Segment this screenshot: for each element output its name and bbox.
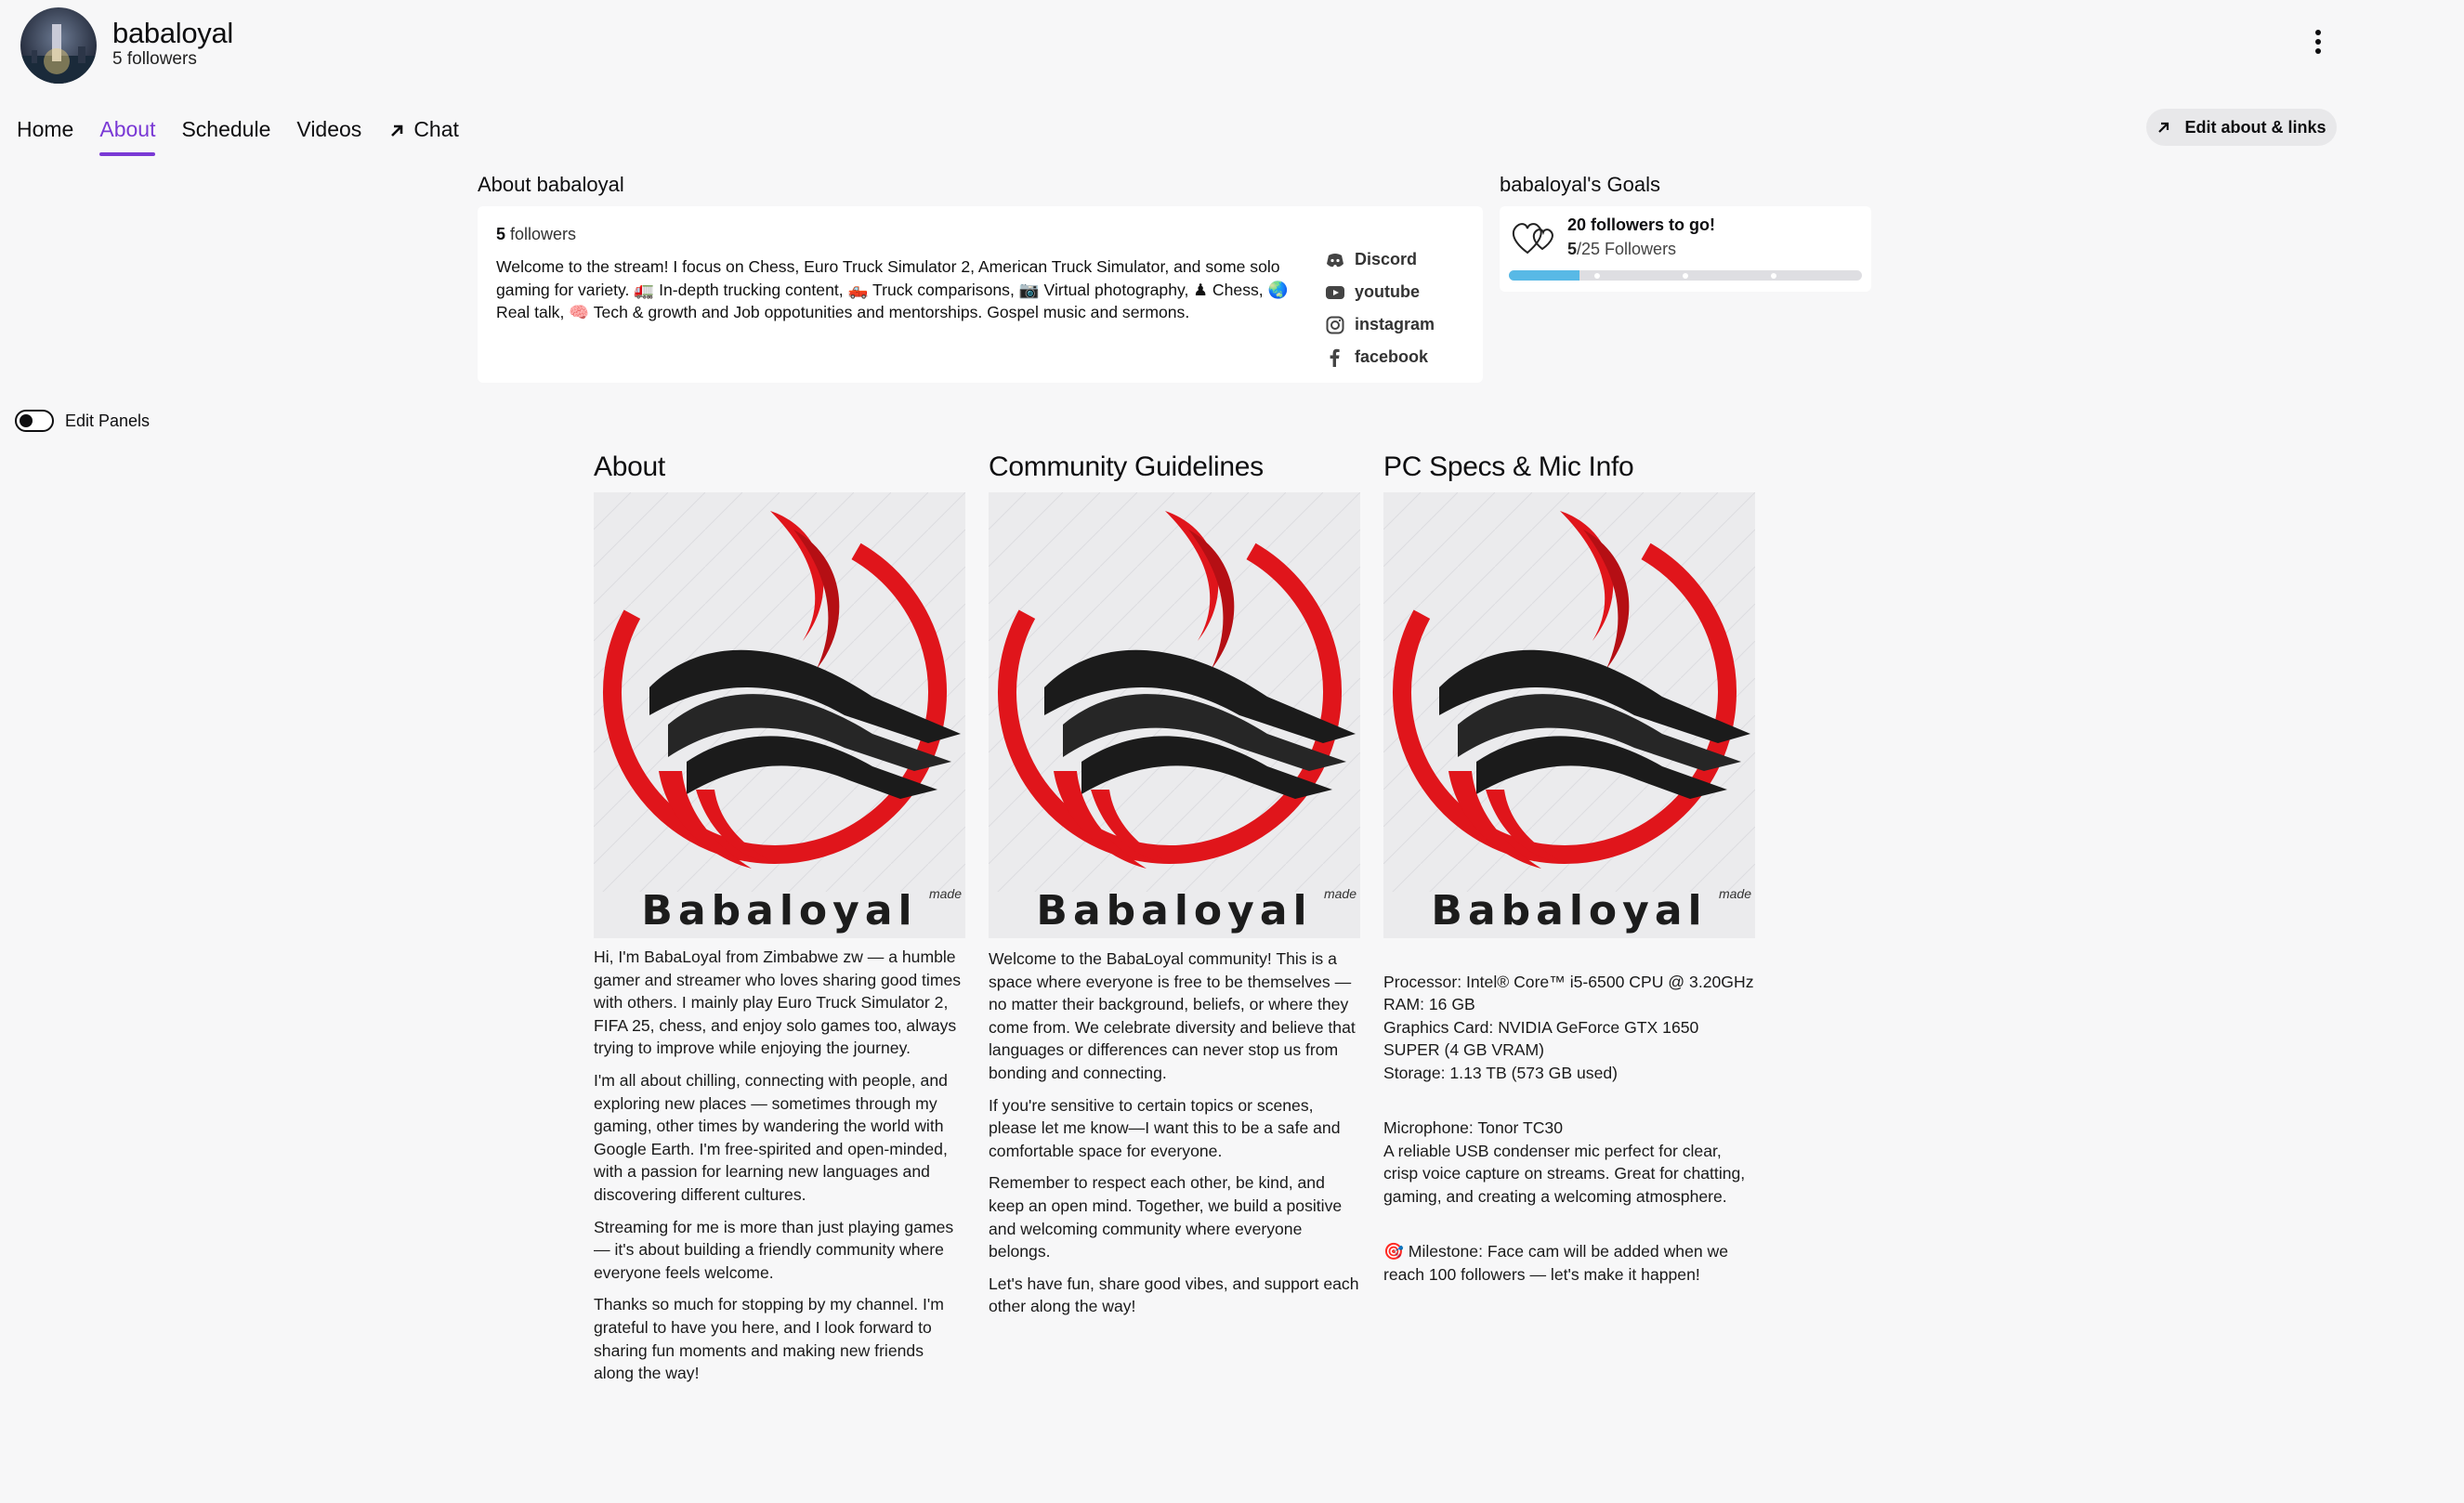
social-link-label: Discord [1355,250,1418,268]
instagram-icon [1325,315,1345,335]
hearts-icon [1509,216,1557,260]
panel-logo-image [1383,492,1755,938]
goals-section-title: babaloyal's Goals [1500,173,1660,196]
goal-current: 5 [1567,240,1578,258]
about-followers-number: 5 [496,225,506,243]
arrow-up-right-icon [387,122,406,140]
panel-paragraph: I'm all about chilling, connecting with people, and exploring new places — sometimes through my gaming, other times by wandering the world with Google Earth. I'm free-spirited and open-minded, with a passion for learning new languages and discovering different cultures. [594,1070,948,1204]
goal-progress [1567,240,1676,259]
channel-name: babaloyal [112,17,234,49]
channel-followers: 5 followers [112,49,197,69]
about-followers-word: followers [510,225,577,243]
panel-body [594,946,965,1385]
panel-title: Community Guidelines [989,451,1264,482]
social-link-label: youtube [1355,282,1420,301]
social-link-label: facebook [1355,347,1429,366]
goal-progress-fill [1509,270,1579,281]
panel-paragraph: Hi, I'm BabaLoyal from Zimbabwe zw — a humble gamer and streamer who loves sharing good times with others. I mainly play Euro Truck Simulator 2, FIFA 25, chess, and enjoy solo games too, always trying to improve while enjoying the journey. [594,948,962,1058]
tab-chat[interactable] [387,117,459,158]
panel-logo-made: made [1323,886,1357,901]
panel-paragraph: Remember to respect each other, be kind, and keep an open mind. Together, we build a positive and welcoming community where everyone belongs. [989,1173,1343,1261]
about-followers [496,225,576,244]
panel-paragraph: If you're sensitive to certain topics or scenes, please let me know—I want this to be a safe and comfortable space for everyone. [989,1095,1341,1160]
goal-tick [1683,273,1688,279]
edit-panels-control [15,410,150,432]
panel-body [1383,948,1755,1318]
about-section-title: About babaloyal [478,173,624,196]
social-link-discord[interactable] [1325,243,1435,276]
panel-about [594,451,965,1394]
goal-tick [1771,273,1776,279]
tab-videos[interactable]: Videos [296,117,362,141]
edit-about-links-button[interactable] [2146,109,2337,146]
panel-paragraph: Microphone: Tonor TC30 A reliable USB condenser mic perfect for clear, crisp voice capture on streams. Great for chatting, gaming, and creating a welcoming atmosphere. [1383,1118,1746,1206]
panel-paragraph: Thanks so much for stopping by my channel. I'm grateful to have you here, and I look forward to sharing fun moments and making new friends along the way! [594,1295,944,1383]
tab-chat-label: Chat [413,117,459,141]
goal-target: /25 Followers [1577,240,1677,258]
panel-paragraph: Let's have fun, share good vibes, and support each other along the way! [989,1274,1359,1316]
about-description: Welcome to the stream! I focus on Chess, Euro Truck Simulator 2, American Truck Simulator, and some solo gaming for variety. 🚛 In-depth trucking content, 🛻 Truck comparisons, 📷 Virtual photography, ♟ Chess, 🌏 Real talk, 🧠 Tech & growth and Job oppotunities and mentorships. Gospel music and sermons. [496,257,1289,322]
avatar[interactable] [20,7,97,84]
panel-paragraph: Processor: Intel® Core™ i5-6500 CPU @ 3.20GHz RAM: 16 GB Graphics Card: NVIDIA GeForce GTX 1650 SUPER (4 GB VRAM) Storage: 1.13 TB (573 GB used) [1383,972,1754,1082]
social-links [1325,243,1435,373]
panel-logo-made: made [928,886,962,901]
panel-logo-image [594,492,965,938]
panel-pc-specs [1383,451,1755,1318]
social-link-instagram[interactable] [1325,308,1435,341]
panel-logo-image [989,492,1360,938]
goal-card[interactable] [1500,206,1871,292]
about-card [478,206,1483,383]
babaloyal-logo-icon [989,492,1360,892]
more-options-icon[interactable] [2302,26,2334,58]
social-link-youtube[interactable] [1325,276,1435,308]
goal-headline: 20 followers to go! [1567,216,1716,234]
social-link-label: instagram [1355,315,1435,333]
discord-icon [1325,250,1345,270]
panel-paragraph: Streaming for me is more than just playing games — it's about building a friendly community where everyone feels welcome. [594,1217,954,1282]
youtube-icon [1325,282,1345,303]
panel-body [989,948,1360,1318]
edit-about-links-label: Edit about & links [2184,117,2326,137]
social-link-facebook[interactable] [1325,341,1435,373]
panel-paragraph: Welcome to the BabaLoyal community! This is a space where everyone is free to be themselves —no matter their background, beliefs, or where they come from. We celebrate diversity and believe that languages or differences can never stop us from bonding and connecting. [989,949,1356,1082]
facebook-icon [1325,347,1345,368]
babaloyal-logo-icon [594,492,965,892]
edit-panels-toggle[interactable] [15,410,54,432]
tab-schedule[interactable]: Schedule [181,117,271,141]
tab-about[interactable]: About [99,117,155,158]
panel-logo-text: Babaloyal [1431,887,1708,934]
goal-progress-bar [1509,270,1862,281]
panel-logo-made: made [1718,886,1751,901]
edit-panels-label: Edit Panels [65,411,151,430]
channel-nav [17,117,485,158]
panel-title: PC Specs & Mic Info [1383,451,1634,482]
panel-logo-text: Babaloyal [1036,887,1313,934]
panel-paragraph: 🎯 Milestone: Face cam will be added when we reach 100 followers — let's make it happen! [1383,1242,1729,1284]
babaloyal-logo-icon [1383,492,1755,892]
arrow-up-right-icon [2156,120,2171,135]
panel-logo-text: Babaloyal [641,887,918,934]
goal-tick [1594,273,1600,279]
panel-title: About [594,451,665,482]
panel-community-guidelines [989,451,1360,1327]
tab-home[interactable]: Home [17,117,74,141]
